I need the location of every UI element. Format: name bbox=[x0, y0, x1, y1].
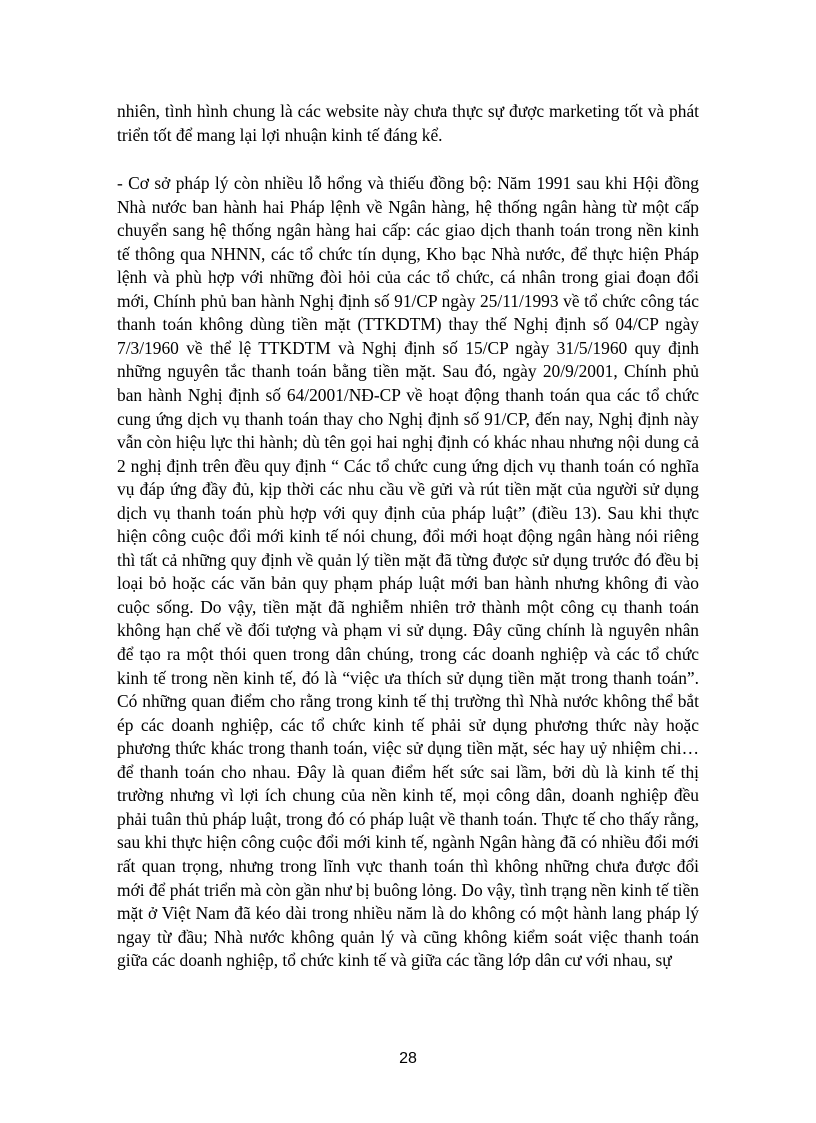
document-page bbox=[117, 100, 699, 973]
paragraph-legal-basis: - Cơ sở pháp lý còn nhiều lỗ hổng và thiếu đồng bộ: Năm 1991 sau khi Hội đồng Nhà nước ban hành hai Pháp lệnh về Ngân hàng, hệ thống ngân hàng từ một cấp chuyển sang hệ thống ngân hàng hai cấp: các giao dịch thanh toán trong nền kinh tế thông qua NHNN, các tổ chức tín dụng, Kho bạc Nhà nước, để thực hiện Pháp lệnh và phù hợp với những đòi hỏi của các tổ chức, cá nhân trong giai đoạn đổi mới, Chính phủ ban hành Nghị định số 91/CP ngày 25/11/1993 về tổ chức công tác thanh toán không dùng tiền mặt (TTKDTM) thay thế Nghị định số 04/CP ngày 7/3/1960 về thể lệ TTKDTM và Nghị định số 15/CP ngày 31/5/1960 quy định những nguyên tắc thanh toán bằng tiền mặt. Sau đó, ngày 20/9/2001, Chính phủ ban hành Nghị định số 64/2001/NĐ-CP về hoạt động thanh toán qua các tổ chức cung ứng dịch vụ thanh toán thay cho Nghị định số 91/CP, đến nay, Nghị định này vẫn còn hiệu lực thi hành; dù tên gọi hai nghị định có khác nhau nhưng nội dung cả 2 nghị định trên đều quy định “ Các tổ chức cung ứng dịch vụ thanh toán có nghĩa vụ đáp ứng đầy đủ, kịp thời các nhu cầu về gửi và rút tiền mặt của người sử dụng dịch vụ thanh toán phù hợp với quy định của pháp luật” (điều 13). Sau khi thực hiện công cuộc đổi mới kinh tế nói chung, đổi mới hoạt động ngân hàng nói riêng thì tất cả những quy định về quản lý tiền mặt đã từng được sử dụng trước đó đều bị loại bỏ hoặc các văn bản quy phạm pháp luật mới ban hành nhưng không đi vào cuộc sống. Do vậy, tiền mặt đã nghiễm nhiên trở thành một công cụ thanh toán không hạn chế về đối tượng và phạm vi sử dụng. Đây cũng chính là nguyên nhân để tạo ra một thói quen trong dân chúng, trong các doanh nghiệp và các tổ chức kinh tế trong nền kinh tế, đó là “việc ưa thích sử dụng tiền mặt trong thanh toán”. Có những quan điểm cho rằng trong kinh tế thị trường thì Nhà nước không thể bắt ép các doanh nghiệp, các tổ chức kinh tế phải sử dụng phương thức này hoặc phương thức khác trong thanh toán, việc sử dụng tiền mặt, séc hay uỷ nhiệm chi… để thanh toán cho nhau. Đây là quan điểm hết sức sai lầm, bởi dù là kinh tế thị trường nhưng vì lợi ích chung của nền kinh tế, mọi công dân, doanh nghiệp đều phải tuân thủ pháp luật, trong đó có pháp luật về thanh toán. Thực tế cho thấy rằng, sau khi thực hiện công cuộc đổi mới kinh tế, ngành Ngân hàng đã có nhiều đổi mới rất quan trọng, nhưng trong lĩnh vực thanh toán thì không những chưa được đổi mới để phát triển mà còn gần như bị buông lỏng. Do vậy, tình trạng nền kinh tế tiền mặt ở Việt Nam đã kéo dài trong nhiều năm là do không có một hành lang pháp lý ngay từ đầu; Nhà nước không quản lý và cũng không kiểm soát việc thanh toán giữa các doanh nghiệp, tổ chức kinh tế và giữa các tầng lớp dân cư với nhau, sự bbox=[117, 173, 699, 971]
paragraph-continuation: nhiên, tình hình chung là các website này chưa thực sự được marketing tốt và phát triển tốt để mang lại lợi nhuận kinh tế đáng kể. bbox=[117, 101, 699, 145]
page-number: 28 bbox=[399, 1050, 417, 1067]
